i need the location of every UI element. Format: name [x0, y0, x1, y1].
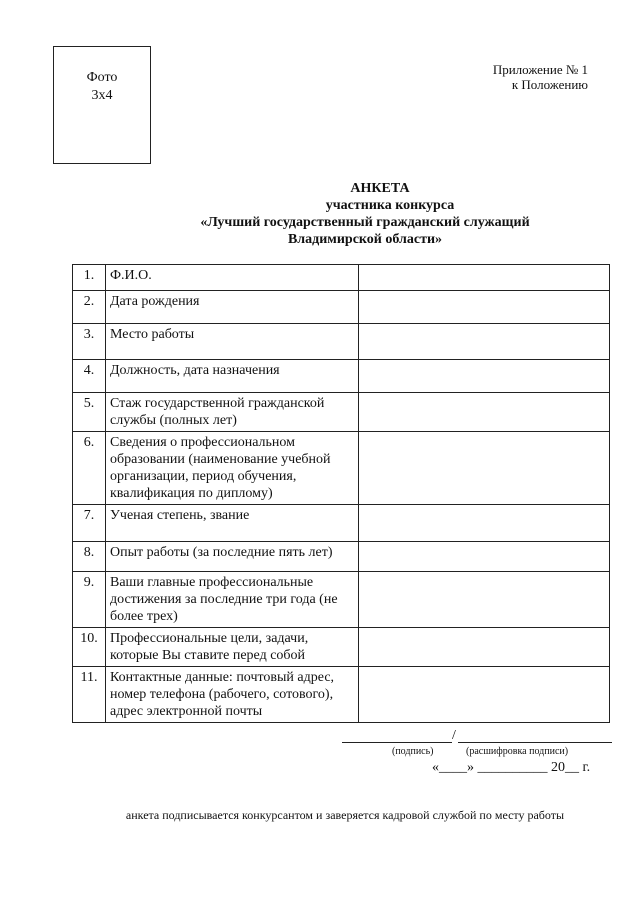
- row-number: 3.: [73, 324, 106, 360]
- row-number: 5.: [73, 393, 106, 432]
- form-title: [0, 180, 640, 248]
- table-row: [73, 360, 610, 393]
- row-label: Сведения о профессиональном образовании (наименование учебной организации, период обучения, квалификация по диплому): [106, 432, 359, 505]
- row-label: Контактные данные: почтовый адрес, номер телефона (рабочего, сотового), адрес электронной почты: [106, 667, 359, 723]
- signature-caption: (подпись): [392, 746, 434, 757]
- row-answer-field[interactable]: [359, 505, 610, 542]
- photo-label: Фото: [86, 70, 118, 85]
- photo-placeholder: [53, 46, 151, 164]
- row-number: 7.: [73, 505, 106, 542]
- table-row: [73, 667, 610, 723]
- signature-slash: /: [452, 728, 456, 743]
- table-row: [73, 324, 610, 360]
- row-answer-field[interactable]: [359, 291, 610, 324]
- row-answer-field[interactable]: [359, 324, 610, 360]
- row-answer-field[interactable]: [359, 393, 610, 432]
- table-row: [73, 572, 610, 628]
- table-row: [73, 265, 610, 291]
- appendix-note: [493, 62, 588, 92]
- photo-size: 3x4: [91, 88, 113, 103]
- row-number: 1.: [73, 265, 106, 291]
- row-answer-field[interactable]: [359, 572, 610, 628]
- table-row: [73, 628, 610, 667]
- row-label: Должность, дата назначения: [106, 360, 359, 393]
- date-field[interactable]: «____» __________ 20__ г.: [432, 760, 591, 775]
- table-row: [73, 542, 610, 572]
- table-row: [73, 505, 610, 542]
- row-number: 2.: [73, 291, 106, 324]
- table-row: [73, 291, 610, 324]
- appendix-ref: к Положению: [511, 77, 588, 92]
- row-label: Профессиональные цели, задачи, которые Вы ставите перед собой: [106, 628, 359, 667]
- row-answer-field[interactable]: [359, 628, 610, 667]
- title-line-2: участника конкурса: [325, 198, 455, 213]
- title-line-3: «Лучший государственный гражданский служащий: [200, 215, 530, 230]
- title-line-4: Владимирской области»: [287, 232, 443, 247]
- row-answer-field[interactable]: [359, 432, 610, 505]
- footnote: анкета подписывается конкурсантом и заверяется кадровой службой по месту работы: [125, 808, 565, 822]
- row-label: Дата рождения: [106, 291, 359, 324]
- row-label: Ваши главные профессиональные достижения за последние три года (не более трех): [106, 572, 359, 628]
- row-number: 11.: [73, 667, 106, 723]
- signature-decode-line: [458, 742, 612, 743]
- questionnaire-body: [73, 265, 610, 723]
- questionnaire-table: [72, 264, 610, 723]
- row-number: 9.: [73, 572, 106, 628]
- row-answer-field[interactable]: [359, 265, 610, 291]
- row-number: 4.: [73, 360, 106, 393]
- row-number: 6.: [73, 432, 106, 505]
- row-label: Стаж государственной гражданской службы (полных лет): [106, 393, 359, 432]
- row-label: Ученая степень, звание: [106, 505, 359, 542]
- row-number: 8.: [73, 542, 106, 572]
- table-row: [73, 393, 610, 432]
- table-row: [73, 432, 610, 505]
- title-line-1: АНКЕТА: [350, 181, 410, 196]
- row-answer-field[interactable]: [359, 667, 610, 723]
- row-answer-field[interactable]: [359, 360, 610, 393]
- row-number: 10.: [73, 628, 106, 667]
- row-label: Опыт работы (за последние пять лет): [106, 542, 359, 572]
- row-answer-field[interactable]: [359, 542, 610, 572]
- signature-decode-caption: (расшифровка подписи): [466, 746, 569, 757]
- row-label: Место работы: [106, 324, 359, 360]
- row-label: Ф.И.О.: [106, 265, 359, 291]
- appendix-number: Приложение № 1: [492, 62, 588, 77]
- signature-line: [342, 742, 452, 743]
